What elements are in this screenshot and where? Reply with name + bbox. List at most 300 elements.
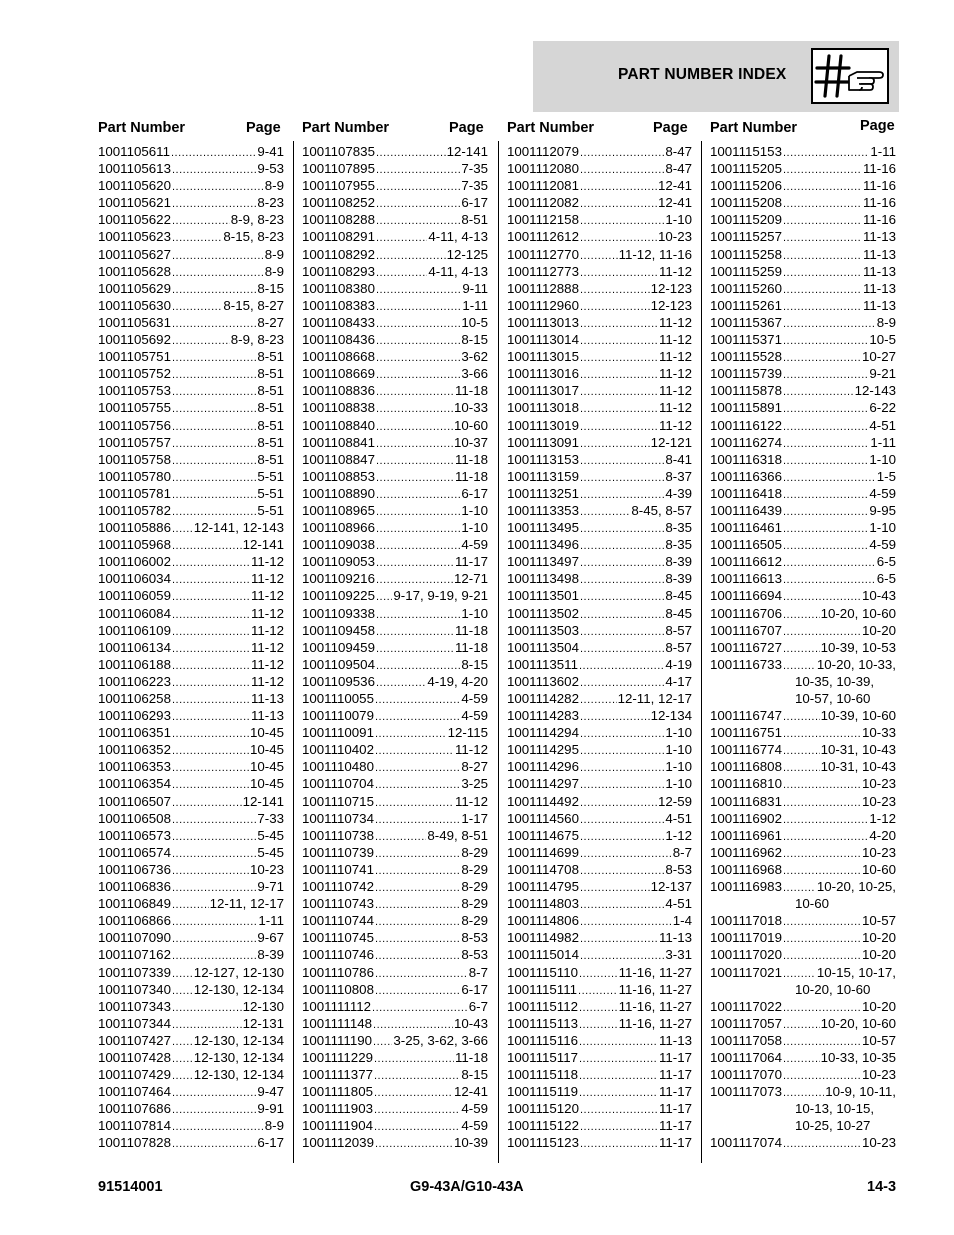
page-reference: 11-13: [862, 246, 896, 262]
index-entry: [507, 896, 692, 913]
index-entry: [710, 144, 896, 161]
part-number: 1001114283: [507, 708, 579, 724]
part-number: 1001106223: [98, 673, 171, 689]
page-reference: 11-16: [862, 212, 896, 228]
part-number: 1001112773: [507, 263, 579, 279]
index-entry: [710, 503, 896, 520]
page-reference: 11-18: [454, 622, 488, 638]
page-reference: 3-31: [665, 947, 692, 963]
dot-leader: [172, 797, 242, 809]
index-entry-continuation: [710, 896, 896, 913]
part-number: 1001113504: [507, 639, 579, 655]
part-number: 1001115209: [710, 212, 782, 228]
index-entry: [98, 1101, 284, 1118]
index-entry: [507, 999, 692, 1016]
dot-leader: [579, 1002, 618, 1014]
part-number: 1001109038: [302, 537, 375, 553]
page-reference: 10-45: [249, 725, 284, 741]
hash-pointing-hand-icon: [811, 48, 889, 104]
dot-leader: [580, 762, 664, 774]
part-number: 1001112080: [507, 161, 579, 177]
index-entry: [710, 1016, 896, 1033]
part-number: 1001116810: [710, 776, 782, 792]
dot-leader: [376, 472, 454, 484]
part-number: 1001105620: [98, 178, 171, 194]
dot-leader: [172, 232, 222, 244]
part-number: 1001106849: [98, 896, 171, 912]
dot-leader: [172, 950, 256, 962]
dot-leader: [580, 728, 664, 740]
page-reference: 8-15: [461, 656, 488, 672]
part-number: 1001112081: [507, 178, 579, 194]
part-number: 1001115259: [710, 263, 782, 279]
dot-leader: [376, 181, 460, 193]
dot-leader: [580, 438, 650, 450]
dot-leader: [783, 267, 862, 279]
part-number: 1001114699: [507, 844, 579, 860]
page-reference: 11-16: [862, 178, 896, 194]
dot-leader: [172, 762, 249, 774]
dot-leader: [783, 523, 868, 535]
dot-leader: [783, 147, 869, 159]
part-number: 1001117070: [710, 1067, 782, 1083]
page-reference: 8-47: [665, 161, 692, 177]
index-entry: [507, 947, 692, 964]
part-number: 1001106574: [98, 844, 171, 860]
dot-leader: [783, 318, 876, 330]
page-reference: 12-59: [657, 793, 692, 809]
index-entry: [302, 264, 488, 281]
dot-leader: [376, 215, 460, 227]
index-entry: [710, 1067, 896, 1084]
index-entry: [98, 486, 284, 503]
column-divider: [293, 141, 294, 1163]
page-reference: 8-57: [665, 622, 692, 638]
page-reference: 8-27: [257, 314, 284, 330]
index-column-3: [507, 144, 692, 1153]
column-header-page: Page: [860, 118, 895, 134]
dot-leader: [376, 574, 453, 586]
page-reference: 8-51: [257, 366, 284, 382]
page-reference: 12-115: [447, 725, 488, 741]
page-reference: 10-23: [657, 229, 692, 245]
dot-leader: [783, 933, 861, 945]
index-entry: [98, 349, 284, 366]
page-reference: 11-12, 11-16: [618, 246, 692, 262]
part-number: 1001108965: [302, 502, 375, 518]
index-entry: [710, 452, 896, 469]
dot-leader: [580, 626, 664, 638]
page-reference: 10-33: [453, 400, 488, 416]
part-number: 1001115208: [710, 195, 782, 211]
part-number: 1001110746: [302, 947, 374, 963]
index-entry: [98, 469, 284, 486]
dot-leader: [376, 626, 454, 638]
index-entry: [98, 674, 284, 691]
part-number: 1001105753: [98, 383, 171, 399]
index-entry: [302, 452, 488, 469]
page-reference: 12-131: [242, 1015, 284, 1031]
part-number: 1001106866: [98, 913, 171, 929]
page-reference: 12-130: [242, 998, 284, 1014]
index-entry: [507, 1135, 692, 1152]
page-reference: 10-20: [861, 947, 896, 963]
index-entry: [507, 315, 692, 332]
page-reference: 11-18: [454, 383, 488, 399]
index-entry: [507, 1084, 692, 1101]
dot-leader: [375, 745, 454, 757]
dot-leader: [783, 301, 862, 313]
part-number: 1001115739: [710, 366, 782, 382]
index-entry: [98, 366, 284, 383]
index-entry: [710, 571, 896, 588]
page-reference: 5-51: [257, 502, 284, 518]
part-number: 1001110091: [302, 725, 374, 741]
index-entry: [302, 896, 488, 913]
part-number: 1001106293: [98, 708, 171, 724]
page-reference: 8-27: [461, 759, 488, 775]
footer-model: G9-43A/G10-43A: [410, 1179, 524, 1195]
part-number: 1001107464: [98, 1084, 171, 1100]
dot-leader: [172, 489, 256, 501]
index-entry: [507, 759, 692, 776]
part-number: 1001106258: [98, 691, 171, 706]
part-number: 1001110480: [302, 759, 374, 775]
part-number: 1001107339: [98, 964, 171, 980]
index-entry: [302, 537, 488, 554]
index-entry: [507, 486, 692, 503]
index-entry: [98, 452, 284, 469]
index-entry: [98, 930, 284, 947]
part-number: 1001105751: [98, 349, 171, 365]
index-entry: [302, 640, 488, 657]
page-reference: 11-13: [862, 263, 896, 279]
dot-leader: [783, 335, 868, 347]
dot-leader: [580, 267, 658, 279]
index-entry: [302, 281, 488, 298]
part-number: 1001117022: [710, 998, 782, 1014]
page-reference: 10-39, 10-53: [820, 639, 896, 655]
dot-leader: [580, 882, 650, 894]
page-reference: 11-12: [658, 366, 692, 382]
part-number: 1001105631: [98, 314, 171, 330]
part-number: 1001116366: [710, 468, 782, 484]
page-reference: 9-95: [869, 502, 896, 518]
index-entry: [302, 178, 488, 195]
index-entry: [98, 298, 284, 315]
dot-leader: [172, 403, 256, 415]
page-reference: 12-141: [242, 793, 284, 809]
part-number: 1001113251: [507, 485, 579, 501]
part-number: 1001108288: [302, 212, 375, 228]
index-entry: [710, 178, 896, 195]
part-number: 1001108890: [302, 485, 375, 501]
dot-leader: [580, 369, 658, 381]
index-entry: [98, 965, 284, 982]
dot-leader: [580, 779, 664, 791]
page-reference: 8-45: [665, 588, 692, 604]
page-reference: 11-12: [250, 571, 284, 587]
page-reference: 1-10: [665, 742, 692, 758]
dot-leader: [172, 1121, 264, 1133]
index-entry: [710, 913, 896, 930]
part-number: 1001106353: [98, 759, 171, 775]
page-reference: 10-27: [861, 349, 896, 365]
part-number: 1001115367: [710, 314, 782, 330]
page-reference: 1-10: [869, 451, 896, 467]
index-entry: [710, 623, 896, 640]
page-reference: 8-9: [876, 314, 896, 330]
dot-leader: [172, 968, 193, 980]
page-reference: 1-10: [461, 605, 488, 621]
index-entry: [98, 1067, 284, 1084]
index-entry: [507, 1016, 692, 1033]
dot-leader: [375, 1138, 453, 1150]
page-reference: 8-35: [665, 537, 692, 553]
page-reference: 10-45: [249, 759, 284, 775]
part-number: 1001107828: [98, 1135, 171, 1151]
index-entry: [98, 623, 284, 640]
page-reference: 8-39: [665, 571, 692, 587]
dot-leader: [172, 591, 250, 603]
page-reference: 12-71: [453, 571, 488, 587]
part-number: 1001109504: [302, 656, 375, 672]
index-entry: [98, 1050, 284, 1067]
index-entry: [302, 588, 488, 605]
dot-leader: [783, 1087, 824, 1099]
page-reference: 10-13, 10-15,: [795, 1101, 875, 1117]
index-entry: [98, 229, 284, 246]
part-number: 1001112039: [302, 1135, 374, 1151]
page-reference: 11-18: [454, 468, 488, 484]
part-number: 1001114982: [507, 930, 579, 946]
dot-leader: [783, 831, 868, 843]
dot-leader: [580, 540, 664, 552]
index-entry: [507, 657, 692, 674]
page-reference: 10-23: [861, 1067, 896, 1083]
index-entry: [507, 1067, 692, 1084]
part-number: 1001113159: [507, 468, 579, 484]
index-entry: [710, 1084, 896, 1101]
index-entry: [507, 247, 692, 264]
part-number: 1001107955: [302, 178, 375, 194]
part-number: 1001116961: [710, 827, 782, 843]
page-reference: 9-53: [257, 161, 284, 177]
part-number: 1001116983: [710, 879, 782, 895]
page-reference: 6-17: [461, 195, 488, 211]
index-entry: [302, 845, 488, 862]
dot-leader: [172, 933, 256, 945]
part-number: 1001109536: [302, 673, 375, 689]
page-reference: 8-49, 8-51: [427, 827, 488, 843]
page-reference: 11-12: [658, 332, 692, 348]
column-header-page: Page: [246, 120, 281, 136]
page-reference: 8-37: [665, 468, 692, 484]
dot-leader: [376, 540, 460, 552]
page-reference: 4-59: [461, 691, 488, 706]
part-number: 1001108841: [302, 434, 375, 450]
part-number: 1001109225: [302, 588, 375, 604]
index-entry: [302, 965, 488, 982]
part-number: 1001107090: [98, 930, 171, 946]
page-reference: 11-12: [658, 400, 692, 416]
page-reference: 4-59: [461, 708, 488, 724]
part-number: 1001112158: [507, 212, 579, 228]
dot-leader: [580, 215, 664, 227]
part-number: 1001106508: [98, 810, 171, 826]
page-reference: 8-23: [257, 195, 284, 211]
page-reference: 1-17: [461, 810, 488, 826]
index-entry: [302, 1016, 488, 1033]
part-number: 1001108383: [302, 297, 375, 313]
page-reference: 10-33, 10-35: [820, 1049, 896, 1065]
index-entry: [710, 418, 896, 435]
dot-leader: [375, 916, 460, 928]
index-entry: [507, 845, 692, 862]
dot-leader: [172, 215, 230, 227]
part-number: 1001105623: [98, 229, 171, 245]
page-reference: 10-57: [861, 913, 896, 929]
dot-leader: [783, 1070, 861, 1082]
page-reference: 11-17: [658, 1118, 692, 1134]
page-reference: 1-11: [870, 434, 896, 450]
page-reference: 8-53: [461, 930, 488, 946]
dot-leader: [580, 506, 630, 518]
index-entry: [710, 1050, 896, 1067]
index-column-4: [710, 144, 896, 1153]
part-number: 1001110734: [302, 810, 374, 826]
index-entry: [302, 606, 488, 623]
dot-leader: [580, 916, 672, 928]
dot-leader: [172, 848, 256, 860]
index-entry: [302, 161, 488, 178]
page-reference: 1-10: [869, 520, 896, 536]
index-entry: [507, 708, 692, 725]
page-reference: 6-5: [876, 554, 896, 570]
index-entry: [98, 828, 284, 845]
page-reference: 11-12: [250, 639, 284, 655]
index-entry: [98, 657, 284, 674]
page-reference: 9-11: [462, 280, 488, 296]
index-entry: [98, 503, 284, 520]
part-number: 1001106059: [98, 588, 171, 604]
page-reference: 1-12: [869, 810, 896, 826]
page-reference: 10-23: [861, 776, 896, 792]
dot-leader: [374, 1087, 453, 1099]
page-reference: 8-9: [264, 263, 284, 279]
part-number: 1001105757: [98, 434, 171, 450]
dot-leader: [172, 779, 249, 791]
page-reference: 12-41: [453, 1084, 488, 1100]
index-entry: [507, 178, 692, 195]
part-number: 1001117019: [710, 930, 782, 946]
dot-leader: [783, 1002, 861, 1014]
page-reference: 10-60: [453, 417, 488, 433]
index-entry: [98, 947, 284, 964]
page-reference: 6-22: [869, 400, 896, 416]
dot-leader: [783, 797, 861, 809]
part-number: 1001113019: [507, 417, 579, 433]
part-number: 1001116612: [710, 554, 782, 570]
page-reference: 3-25, 3-62, 3-66: [393, 1032, 488, 1048]
part-number: 1001106507: [98, 793, 171, 809]
part-number: 1001106002: [98, 554, 171, 570]
index-entry: [98, 913, 284, 930]
part-number: 1001110704: [302, 776, 374, 792]
part-number: 1001116727: [710, 639, 782, 655]
page-reference: 8-9: [264, 178, 284, 194]
dot-leader: [579, 1036, 658, 1048]
index-entry: [302, 1118, 488, 1135]
page-reference: 11-12: [250, 656, 284, 672]
dot-leader: [376, 455, 454, 467]
page-reference: 11-16, 11-27: [618, 998, 692, 1014]
index-entry: [302, 674, 488, 691]
page-reference: 12-41: [657, 195, 692, 211]
index-entry: [302, 486, 488, 503]
part-number: 1001113497: [507, 554, 579, 570]
part-number: 1001106034: [98, 571, 171, 587]
part-number: 1001105613: [98, 161, 171, 177]
dot-leader: [172, 1070, 193, 1082]
page-reference: 6-7: [468, 998, 488, 1014]
dot-leader: [783, 181, 862, 193]
part-number: 1001112888: [507, 280, 579, 296]
part-number: 1001116747: [710, 708, 782, 724]
part-number: 1001117057: [710, 1015, 782, 1031]
dot-leader: [172, 985, 193, 997]
part-number: 1001117058: [710, 1032, 782, 1048]
page-reference: 12-127, 12-130: [193, 964, 284, 980]
index-entry: [98, 759, 284, 776]
page-reference: 10-23: [861, 844, 896, 860]
dot-leader: [172, 728, 249, 740]
part-number: 1001116902: [710, 810, 782, 826]
page-reference: 9-67: [257, 930, 284, 946]
part-number: 1001110738: [302, 827, 374, 843]
page-reference: 4-51: [665, 896, 692, 912]
index-entry: [507, 1118, 692, 1135]
dot-leader: [783, 540, 868, 552]
page-reference: 8-51: [257, 451, 284, 467]
part-number: 1001105968: [98, 537, 171, 553]
index-entry: [302, 999, 488, 1016]
index-entry: [507, 298, 692, 315]
part-number: 1001109459: [302, 639, 375, 655]
dot-leader: [783, 591, 861, 603]
column-header-part-number: Part Number: [507, 120, 595, 136]
index-entry: [302, 229, 488, 246]
dot-leader: [172, 1087, 256, 1099]
part-number: 1001113496: [507, 537, 579, 553]
page-reference: 10-45: [249, 742, 284, 758]
index-entry: [507, 281, 692, 298]
part-number: 1001108293: [302, 263, 375, 279]
page-reference: 4-59: [461, 1101, 488, 1117]
part-number: 1001108836: [302, 383, 375, 399]
page-reference: 12-137: [650, 879, 692, 895]
page-reference: 9-21: [869, 366, 896, 382]
index-entry: [710, 469, 896, 486]
dot-leader: [172, 523, 193, 535]
index-entry: [710, 794, 896, 811]
part-number: 1001113016: [507, 366, 579, 382]
page-title: PART NUMBER INDEX: [618, 66, 787, 83]
dot-leader: [376, 609, 460, 621]
index-entry: [710, 708, 896, 725]
dot-leader: [172, 1104, 256, 1116]
part-number: 1001113498: [507, 571, 579, 587]
